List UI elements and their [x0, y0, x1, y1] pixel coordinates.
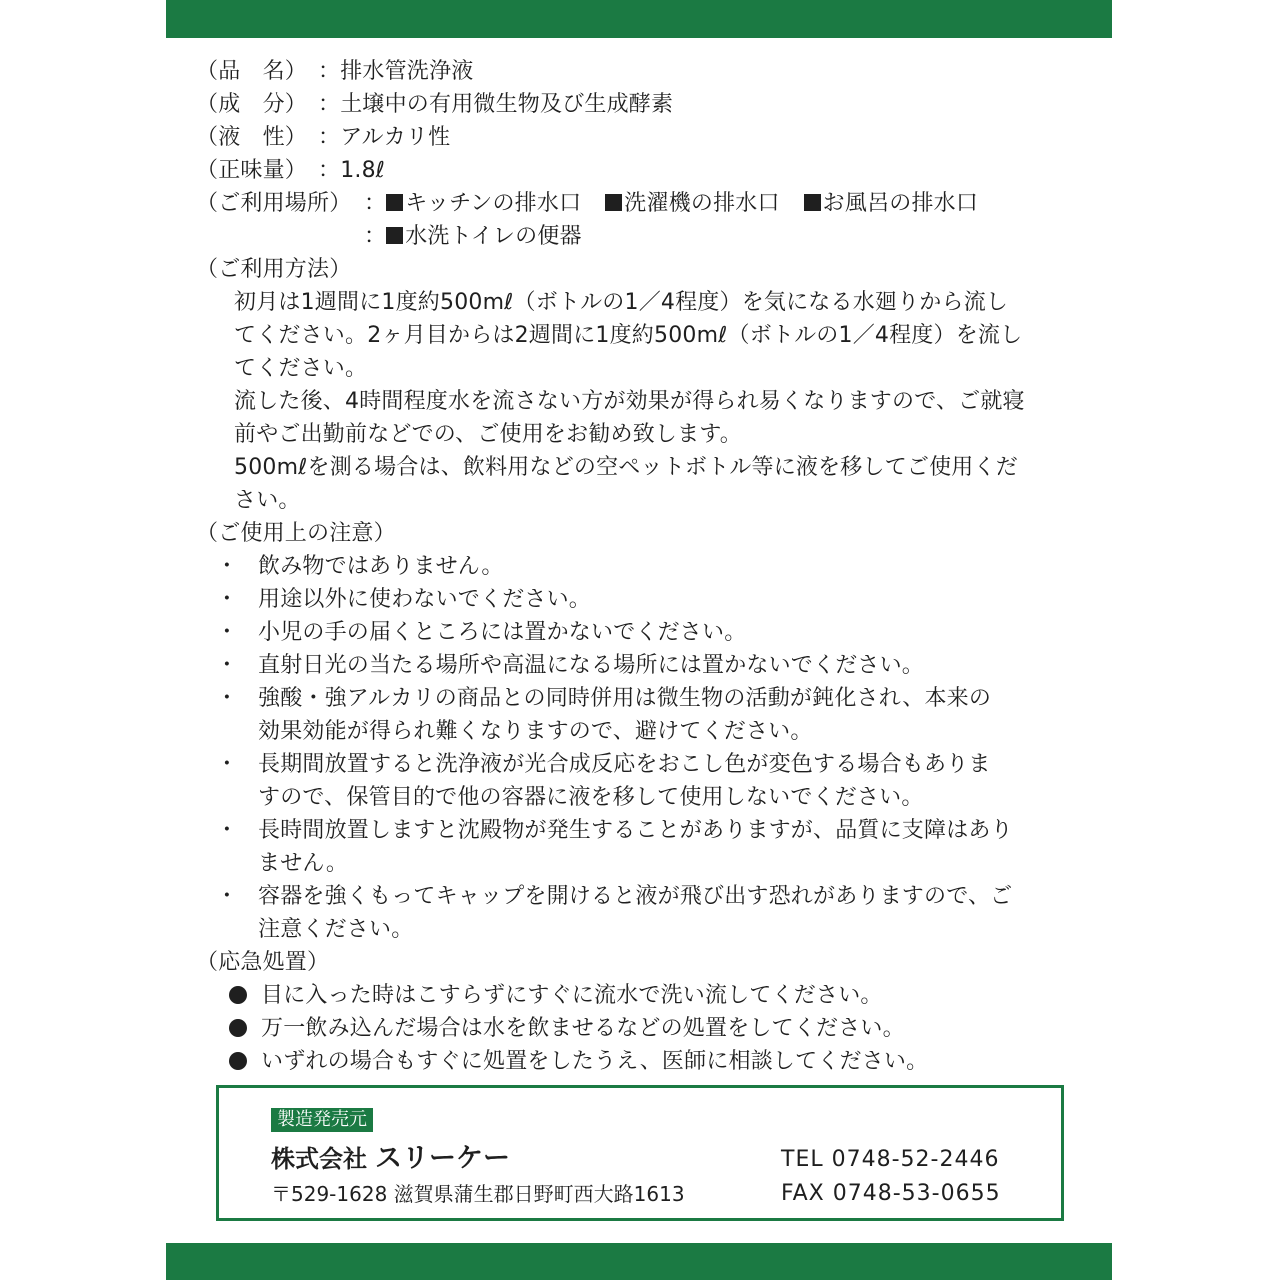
spec-net-label: （正味量）: [196, 158, 308, 183]
company-name: [271, 1142, 510, 1176]
spec-locations-row-2: ： 水洗トイレの便器: [196, 220, 1096, 253]
usage-line: てください。2ヶ月目からは2週間に1度約500mℓ（ボトルの1／4程度）を流し: [234, 323, 1023, 348]
spec-ingredients-value: ：土壌中の有用微生物及び生成酵素: [318, 92, 674, 117]
caution-item-continued: 注意ください。: [258, 917, 414, 942]
bullet-dot: ・: [215, 620, 239, 645]
black-circle-icon: [229, 1052, 247, 1070]
usage-line: さい。: [234, 488, 301, 513]
cautions-heading: （ご使用上の注意）: [196, 521, 396, 546]
manufacturer-box: [216, 1085, 1064, 1221]
emergency-heading: （応急処置）: [196, 950, 330, 975]
manufacturer-badge: 製造発売元: [271, 1108, 373, 1132]
caution-item: ・ 小児の手の届くところには置かないでください。: [196, 616, 1096, 649]
location-item: 洗濯機の排水口: [605, 187, 779, 220]
spec-name-label: （品 名）: [196, 59, 308, 84]
bullet-dot: ・: [215, 884, 239, 909]
spec-liquid-value: ：アルカリ性: [318, 125, 451, 150]
location-item: 水洗トイレの便器: [386, 220, 582, 253]
spec-ingredients-label: （成 分）: [196, 92, 308, 117]
usage-line: 500mℓを測る場合は、飲料用などの空ペットボトル等に液を移してご使用くだ: [234, 455, 1018, 480]
black-circle-icon: [229, 986, 247, 1004]
company-brand: スリーケー: [375, 1143, 510, 1174]
spec-ingredients-row: [196, 88, 1096, 121]
emergency-list: [196, 979, 1096, 1078]
product-spec: [196, 55, 1096, 253]
caution-item: ・ 飲み物ではありません。: [196, 550, 1096, 583]
usage-line: 流した後、4時間程度水を流さない方が効果が得られ易くなりますので、ご就寝: [234, 389, 1025, 414]
spec-locations-label: （ご利用場所）: [196, 191, 352, 216]
spec-name-row: [196, 55, 1096, 88]
usage-instructions: [196, 286, 1096, 517]
location-item: お風呂の排水口: [804, 187, 978, 220]
usage-line: 前やご出勤前などでの、ご使用をお勧め致します。: [234, 422, 742, 447]
usage-line: てください。: [234, 356, 368, 381]
usage-heading: （ご利用方法）: [196, 257, 352, 282]
caution-item: ・ 強酸・強アルカリの商品との同時併用は微生物の活動が鈍化され、本来の: [196, 682, 1096, 715]
emergency-item: 万一飲み込んだ場合は水を飲ませるなどの処置をしてください。: [196, 1012, 1096, 1045]
bullet-dot: ・: [215, 653, 239, 678]
caution-item-continued: すので、保管目的で他の容器に液を移して使用しないでください。: [258, 785, 924, 810]
company-prefix: 株式会社: [271, 1145, 367, 1173]
caution-item: ・ 直射日光の当たる場所や高温になる場所には置かないでください。: [196, 649, 1096, 682]
bottom-green-band: [166, 1243, 1112, 1280]
company-address: 〒529-1628 滋賀県蒲生郡日野町西大路1613: [271, 1182, 685, 1206]
bullet-dot: ・: [215, 752, 239, 777]
spec-locations-colon: ：: [364, 191, 387, 216]
black-square-icon: [804, 194, 821, 211]
location-item: キッチンの排水口: [386, 187, 581, 220]
bullet-dot: ・: [215, 587, 239, 612]
bullet-dot: ・: [215, 554, 239, 579]
usage-line: 初月は1週間に1度約500mℓ（ボトルの1／4程度）を気になる水廻りから流し: [234, 290, 1009, 315]
caution-item: ・ 長時間放置しますと沈殿物が発生することがありますが、品質に支障はあり: [196, 814, 1096, 847]
company-fax: FAX 0748-53-0655: [781, 1181, 1001, 1206]
caution-item-continued: ません。: [258, 851, 349, 876]
spec-liquid-row: [196, 121, 1096, 154]
black-square-icon: [605, 194, 622, 211]
caution-item-continued: 効果効能が得られ難くなりますので、避けてください。: [258, 719, 813, 744]
bullet-dot: ・: [215, 818, 239, 843]
black-circle-icon: [229, 1019, 247, 1037]
spec-liquid-label: （液 性）: [196, 125, 308, 150]
emergency-item: いずれの場合もすぐに処置をしたうえ、医師に相談してください。: [196, 1045, 1096, 1078]
black-square-icon: [386, 194, 403, 211]
cautions-list: [196, 550, 1096, 946]
caution-item: ・ 用途以外に使わないでください。: [196, 583, 1096, 616]
company-tel: TEL 0748-52-2446: [781, 1147, 1000, 1172]
black-square-icon: [386, 227, 403, 244]
caution-item: ・ 容器を強くもってキャップを開けると液が飛び出す恐れがありますので、ご: [196, 880, 1096, 913]
label-content: [196, 55, 1096, 1078]
spec-net-row: [196, 154, 1096, 187]
spec-locations-row: [196, 187, 1096, 220]
caution-item: ・ 長期間放置すると洗浄液が光合成反応をおこし色が変色する場合もありま: [196, 748, 1096, 781]
top-green-band: [166, 0, 1112, 38]
emergency-item: 目に入った時はこすらずにすぐに流水で洗い流してください。: [196, 979, 1096, 1012]
bullet-dot: ・: [215, 686, 239, 711]
spec-net-value: ：1.8ℓ: [318, 158, 386, 183]
spec-name-value: ：排水管洗浄液: [318, 59, 474, 84]
